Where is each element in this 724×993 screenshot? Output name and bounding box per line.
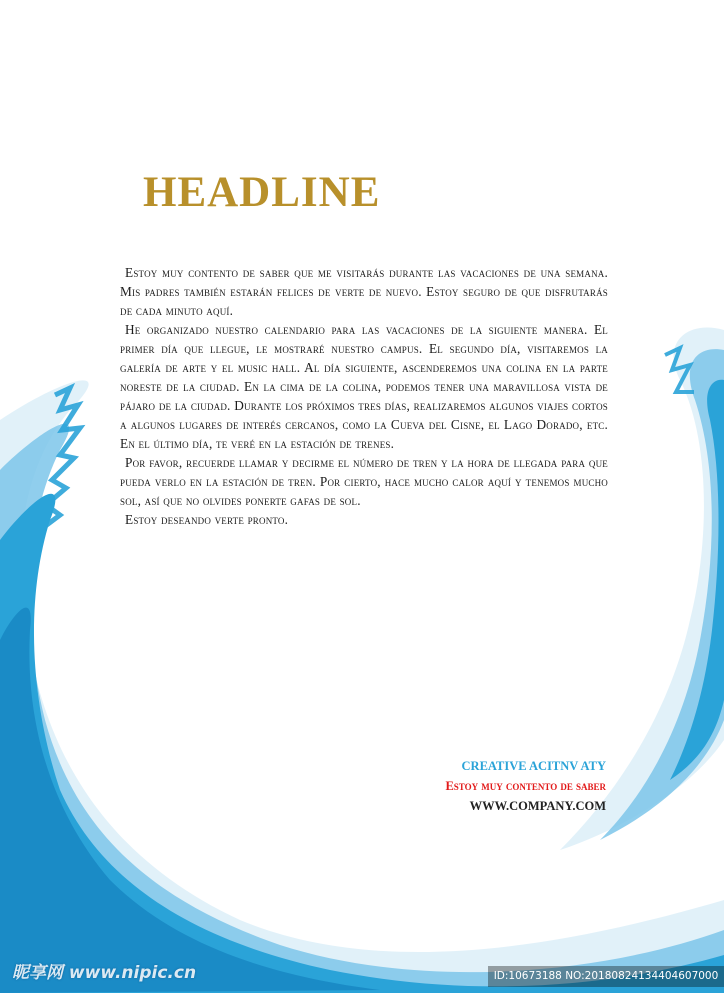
- footer-website[interactable]: WWW.COMPANY.COM: [469, 799, 606, 813]
- footer-subtitle: Estoy muy contento de saber: [445, 779, 606, 793]
- letter-paragraph: He organizado nuestro calendario para las vacaciones de la siguiente manera. El primer día que llegue, le mostraré nuestro campus. El segundo día, visitaremos la galería de arte y el music hall. Al día siguiente, ascenderemos una colina en la parte noreste de la ciudad. En la cima de la colina, podemos tener una maravillosa vista de pájaro de la ciudad. Durante los próximos tres días, realizaremos algunos viajes cortos a algunos lugares de interés cercanos, como la Cueva del Cisne, el Lago Dorado, etc. En el último día, te veré en la estación de trenes.: [120, 322, 608, 451]
- watermark-logo: 昵享网 www.nipic.cn: [12, 963, 197, 983]
- letter-paragraph: Por favor, recuerde llamar y decirme el número de tren y la hora de llegada para que pueda verlo en la estación de tren. Por cierto, hace mucho calor aquí y tenemos mucho sol, así que no olvides ponerte gafas de sol.: [120, 455, 608, 508]
- letter-paragraph: Estoy deseando verte pronto.: [125, 512, 289, 527]
- letter-body: [120, 263, 608, 529]
- footer-tagline: CREATIVE ACITNV ATY: [461, 759, 606, 773]
- letter-paragraph: Estoy muy contento de saber que me visitarás durante las vacaciones de una semana. Mis padres también estarán felices de verte de nuevo. Estoy seguro de que disfrutarás de cada minuto aquí.: [120, 265, 608, 318]
- footer-block: [445, 756, 606, 816]
- watermark-id: ID:10673188 NO:20180824134404607000: [488, 966, 724, 987]
- headline: HEADLINE: [143, 169, 381, 216]
